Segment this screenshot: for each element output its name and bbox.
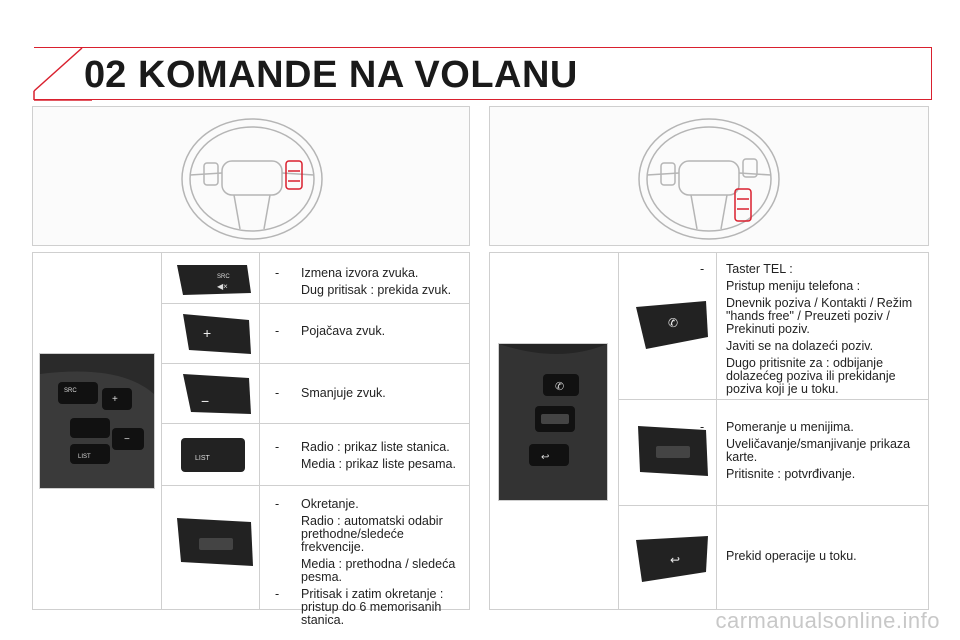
- header-corner: [32, 47, 92, 103]
- desc-volume-down: - Smanjuje zvuk.: [275, 386, 386, 400]
- svg-text:−: −: [124, 434, 130, 445]
- left-controls-photo-icon: [40, 354, 154, 488]
- wheel-diagram-right: [489, 106, 929, 246]
- chapter-number: 02: [84, 54, 127, 96]
- watermark: carmanualsonline.info: [715, 608, 940, 633]
- desc-volume-up: - Pojačava zvuk.: [275, 324, 386, 338]
- desc-cancel: - Prekid operacije u toku.: [700, 549, 857, 563]
- svg-text:SRC: SRC: [217, 274, 230, 280]
- svg-text:◀×: ◀×: [217, 282, 228, 291]
- steering-wheel-icon: [490, 107, 930, 247]
- svg-text:−: −: [201, 393, 210, 409]
- steering-controls-photo-right: [498, 343, 608, 501]
- right-controls-photo-icon: [499, 344, 607, 500]
- svg-text:↩: ↩: [541, 452, 550, 463]
- src-button-icon: [169, 259, 279, 299]
- svg-text:✆: ✆: [555, 380, 565, 393]
- desc-source: - Izmena izvora zvuka. Dug pritisak : prekida zvuk.: [275, 266, 452, 297]
- left-control-table: [32, 252, 470, 627]
- right-control-table: [489, 252, 929, 610]
- svg-text:+: +: [203, 325, 212, 341]
- svg-text:+: +: [112, 394, 118, 405]
- thumbwheel-button-icon: [169, 512, 279, 572]
- photo-list-label: LIST: [78, 454, 91, 460]
- desc-tel: - Taster TEL : Pristup meniju telefona : Dnevnik poziva / Kontakti / Režim "hands free" / Preuzeti poziv / Prekinuti poziv. Javiti se na dolazeći poziv. Dugo pritisnite za : odbijanje dolazećeg poziva ili prekidanje poziva koji je u toku.: [700, 262, 913, 396]
- svg-text:✆: ✆: [668, 316, 679, 330]
- volume-down-button-icon: [169, 370, 279, 418]
- volume-up-button-icon: [169, 310, 279, 358]
- page-title: KOMANDE NA VOLANU: [138, 54, 578, 96]
- desc-thumbwheel: - Okretanje. Radio : automatski odabir prethodne/sledeće frekvencije. Media : prethodna / sledeća pesma. - Pritisak i zatim okretanje : pristup do 6 memorisanih stanica.: [275, 497, 456, 627]
- list-button-icon: [169, 434, 279, 478]
- steering-wheel-icon: [33, 107, 471, 247]
- photo-src-label: SRC: [64, 388, 77, 394]
- desc-menu: - Pomeranje u menijima. Uveličavanje/smanjivanje prikaza karte. Pritisnite : potvrđivanje.: [700, 420, 911, 481]
- wheel-diagram-left: [32, 106, 470, 246]
- steering-controls-photo: [39, 353, 155, 489]
- svg-text:↩: ↩: [670, 553, 681, 567]
- desc-list: - Radio : prikaz liste stanica. Media : prikaz liste pesama.: [275, 440, 456, 471]
- svg-text:LIST: LIST: [195, 455, 210, 462]
